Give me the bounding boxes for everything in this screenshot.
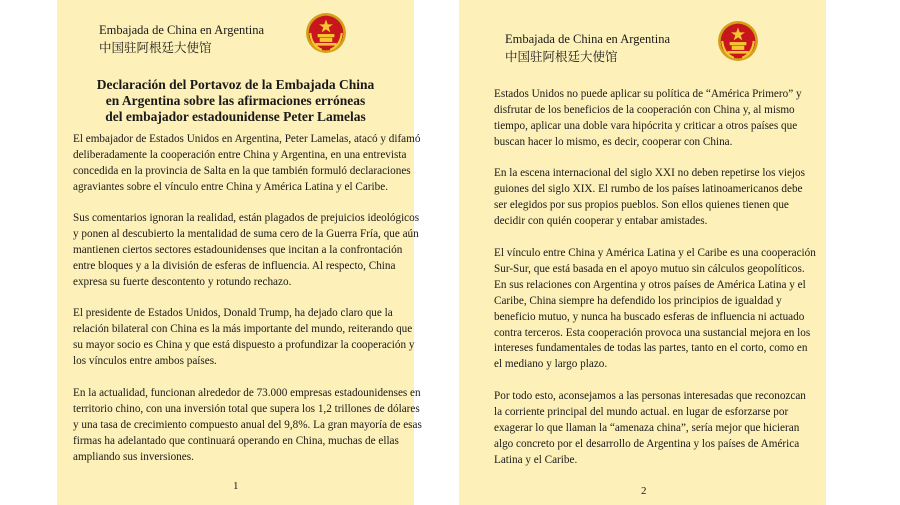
text-line: tiempo, aplicar una doble vara hipócrita y criticar a otros países que (494, 119, 798, 132)
text-line: Caribe, China siempre ha defendido los principios de igualdad y (494, 294, 782, 307)
paragraph (494, 246, 816, 373)
text-line: territorio chino, con una inversión total que supera los 1,2 trillones de dólares (73, 402, 420, 415)
embassy-header (99, 22, 264, 56)
text-line: Sur-Sur, que está basada en el apoyo mutuo sin cálculos geopolíticos. (494, 262, 805, 275)
text-line: El embajador de Estados Unidos en Argentina, Peter Lamelas, atacó y difamó (73, 133, 421, 145)
paragraph (73, 132, 420, 196)
text-line: Latina y el Caribe. (494, 453, 578, 466)
document-page-2 (459, 0, 826, 505)
text-line: expresa su fuerte descontento y rotundo rechazo. (73, 275, 292, 288)
document-page-1 (57, 0, 422, 505)
paragraph (494, 166, 805, 230)
text-line: mantienen ciertos sectores estadounidenses que incitan a la confrontación (73, 243, 403, 256)
text-line: agraviantes sobre el vínculo entre China y América Latina y el Caribe. (73, 180, 388, 193)
text-line: En la actualidad, funcionan alrededor de 73.000 empresas estadounidenses en (73, 387, 421, 399)
embassy-header (505, 31, 670, 65)
text-line: relación bilateral con China es la más importante del mundo, reiterando que (73, 322, 413, 335)
text-line: decidir con quién cooperar y entabar amistades. (494, 214, 708, 227)
title-line: del embajador estadounidense Peter Lamelas (105, 109, 366, 124)
text-line: ampliando sus inversiones. (73, 450, 194, 463)
text-line: Por todo esto, aconsejamos a las personas interesadas que reconozcan (494, 390, 806, 402)
text-line: En sus relaciones con Argentina y otros países de América Latina y el (494, 278, 806, 291)
text-line: la corriente principal del mundo actual. en lugar de esforzarse por (494, 405, 789, 418)
text-line: y ponen al descubierto la mentalidad de suma cero de la Guerra Fría, que aún (73, 227, 419, 240)
text-line: El vínculo entre China y América Latina y el Caribe es una cooperación (494, 247, 816, 259)
paragraph (73, 386, 422, 466)
national-emblem-icon (717, 20, 759, 62)
text-line: entre bloques y a la división de esferas de influencia. Al respecto, China (73, 259, 396, 272)
text-line: su mayor socio es China y que está dispuesto a profundizar la cooperación y (73, 338, 415, 351)
page-number: 2 (641, 485, 647, 497)
text-line: Estados Unidos no puede aplicar su política de “América Primero” y (494, 88, 802, 100)
text-line: deliberadamente la cooperación entre China y Argentina, en una entrevista (73, 148, 407, 161)
text-line: disfrutar de los beneficios de la cooperación con China y, al mismo (494, 103, 795, 116)
text-line: Sus comentarios ignoran la realidad, están plagados de prejuicios ideológicos (73, 212, 420, 224)
text-line: intereses fundamentales de todas las partes, tanto en el corto, como en (494, 342, 808, 355)
text-line: En la escena internacional del siglo XXI no deben repetirse los viejos (494, 167, 805, 179)
paragraph (73, 306, 414, 370)
embassy-name-zh: 中国驻阿根廷大使馆 (505, 49, 618, 64)
text-line: concedida en la provincia de Salta en la que también formuló declaraciones (73, 164, 411, 177)
text-line: los vínculos entre ambos países. (73, 354, 217, 367)
title-line: Declaración del Portavoz de la Embajada China (96, 77, 375, 92)
text-line: beneficio mutuo, y nunca ha buscado esferas de influencia ni actuado (494, 310, 805, 323)
text-line: El presidente de Estados Unidos, Donald Trump, ha dejado claro que la (73, 307, 393, 319)
paragraph (73, 211, 419, 291)
national-emblem-icon (305, 12, 347, 54)
statement-title (57, 77, 414, 125)
text-line: firmas ha adelantado que continuará operando en China, muchas de ellas (73, 434, 399, 447)
paragraph (494, 87, 802, 151)
text-line: contra terceros. Esta cooperación provoca una sustancial mejora en los (494, 326, 811, 339)
text-line: buscan hacer lo mismo, es decir, cooperar con China. (494, 135, 733, 148)
embassy-name-es: Embajada de China en Argentina (99, 23, 264, 37)
embassy-name-zh: 中国驻阿根廷大使馆 (99, 40, 212, 55)
text-line: exagerar lo que llaman la “amenaza china”, sería mejor que hicieran (494, 421, 800, 434)
text-line: guiones del siglo XIX. El rumbo de los países latinoamericanos debe (494, 182, 803, 195)
text-line: y una tasa de crecimiento compuesto anual del 9,8%. La gran mayoría de esas (73, 418, 422, 431)
paragraph (494, 389, 806, 469)
text-line: ser elegidos por sus propios pueblos. Son ellos quienes tienen que (494, 198, 789, 211)
title-line: en Argentina sobre las afirmaciones erróneas (105, 93, 366, 108)
embassy-name-es: Embajada de China en Argentina (505, 32, 670, 46)
text-line: el mediano y largo plazo. (494, 358, 608, 371)
page-number: 1 (233, 480, 239, 492)
text-line: algo concreto por el desarrollo de Argentina y los países de América (494, 437, 800, 450)
